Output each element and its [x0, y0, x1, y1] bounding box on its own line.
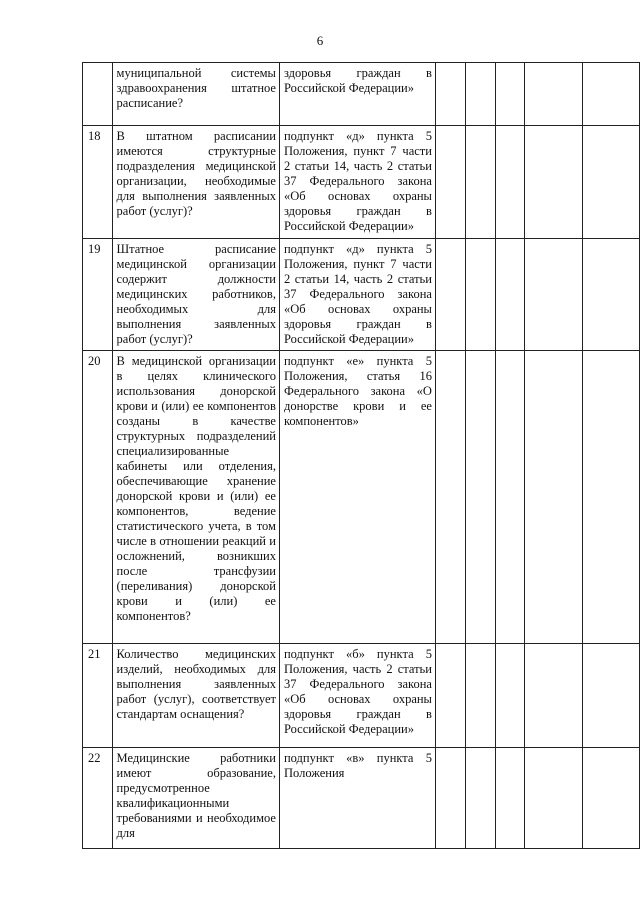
answer-yes-cell — [435, 644, 465, 748]
notes-cell — [582, 126, 639, 239]
question-cell: муниципальной системы здравоохранения штатное расписание? — [112, 63, 279, 126]
answer-no-cell — [465, 351, 495, 644]
answer-yes-cell — [435, 126, 465, 239]
row-number: 22 — [83, 748, 113, 849]
notes-cell — [582, 351, 639, 644]
notes-cell — [582, 63, 639, 126]
answer-yes-cell — [435, 748, 465, 849]
answer-no-cell — [465, 126, 495, 239]
row-number: 20 — [83, 351, 113, 644]
row-number: 19 — [83, 239, 113, 351]
table-row — [83, 748, 640, 849]
reference-cell: подпункт «д» пункта 5 Положения, пункт 7 части 2 статьи 14, часть 2 статьи 37 Федерального закона «Об основах охраны здоровья граждан в Российской Федерации» — [279, 239, 435, 351]
question-cell: Медицинские работники имеют образование, предусмотренное квалификационными требованиями и необходимое для — [112, 748, 279, 849]
reference-cell: подпункт «б» пункта 5 Положения, часть 2 статьи 37 Федерального закона «Об основах охраны здоровья граждан в Российской Федерации» — [279, 644, 435, 748]
table-row — [83, 239, 640, 351]
notes-cell — [582, 239, 639, 351]
row-number — [83, 63, 113, 126]
table-row — [83, 63, 640, 126]
answer-na-cell — [495, 126, 525, 239]
reference-cell: подпункт «в» пункта 5 Положения — [279, 748, 435, 849]
answer-no-cell — [465, 63, 495, 126]
question-cell: В медицинской организации в целях клинического использования донорской крови и (или) ее компонентов созданы в качестве структурных подразделений специализированные кабинеты или отделения, обеспечивающие хранение донорской крови и (или) ее компонентов, ведение статистического учета, в том числе в отношении реакций и осложнений, возникших после трансфузии (переливания) донорской крови и (или) ее компонентов? — [112, 351, 279, 644]
notes-cell — [525, 63, 582, 126]
answer-na-cell — [495, 351, 525, 644]
checklist-table — [82, 62, 640, 849]
page-number: 6 — [316, 33, 324, 48]
notes-cell — [525, 351, 582, 644]
reference-cell: здоровья граждан в Российской Федерации» — [279, 63, 435, 126]
notes-cell — [525, 126, 582, 239]
answer-yes-cell — [435, 63, 465, 126]
question-cell: В штатном расписании имеются структурные подразделения медицинской организации, необходимые для выполнения заявленных работ (услуг)? — [112, 126, 279, 239]
answer-yes-cell — [435, 239, 465, 351]
question-cell: Штатное расписание медицинской организации содержит должности медицинских работников, необходимых для выполнения заявленных работ (услуг)? — [112, 239, 279, 351]
notes-cell — [525, 748, 582, 849]
table-row — [83, 126, 640, 239]
question-cell: Количество медицинских изделий, необходимых для выполнения заявленных работ (услуг), соответствует стандартам оснащения? — [112, 644, 279, 748]
notes-cell — [582, 644, 639, 748]
table-row — [83, 644, 640, 748]
answer-na-cell — [495, 239, 525, 351]
answer-no-cell — [465, 239, 495, 351]
reference-cell: подпункт «е» пункта 5 Положения, статья 16 Федерального закона «О донорстве крови и ее компонентов» — [279, 351, 435, 644]
table-row — [83, 351, 640, 644]
row-number: 21 — [83, 644, 113, 748]
answer-no-cell — [465, 644, 495, 748]
answer-yes-cell — [435, 351, 465, 644]
answer-na-cell — [495, 748, 525, 849]
reference-cell: подпункт «д» пункта 5 Положения, пункт 7 части 2 статьи 14, часть 2 статьи 37 Федерального закона «Об основах охраны здоровья граждан в Российской Федерации» — [279, 126, 435, 239]
notes-cell — [525, 239, 582, 351]
answer-na-cell — [495, 644, 525, 748]
answer-no-cell — [465, 748, 495, 849]
notes-cell — [582, 748, 639, 849]
notes-cell — [525, 644, 582, 748]
row-number: 18 — [83, 126, 113, 239]
answer-na-cell — [495, 63, 525, 126]
